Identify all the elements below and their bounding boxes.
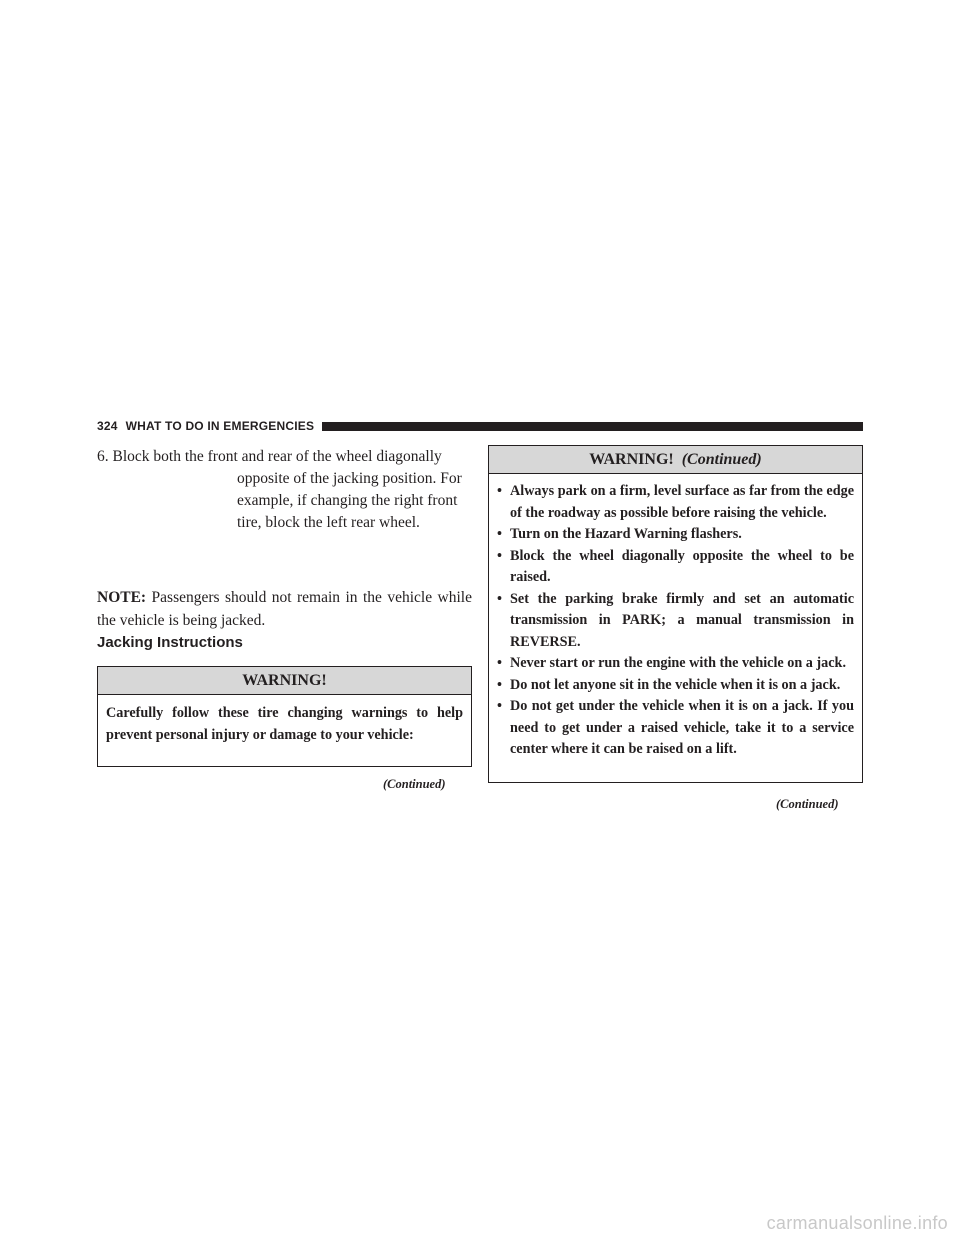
- warning-title-suffix: (Continued): [681, 451, 762, 468]
- warning-title-text: WARNING!: [589, 451, 674, 468]
- list-item: • Block the wheel diagonally opposite the wheel to be raised.: [497, 547, 854, 585]
- step-6-line-4: tire, block the left rear wheel.: [237, 514, 420, 531]
- warning-box-left: [97, 666, 472, 767]
- warning-body: Carefully follow these tire changing warnings to help prevent personal injury or damage to your vehicle:: [106, 705, 463, 743]
- page-header: [97, 418, 863, 434]
- bullet-icon: •: [497, 590, 502, 607]
- step-6: [97, 446, 472, 534]
- bullet-icon: •: [497, 698, 502, 714]
- step-6-line-1: 6. Block both the front and rear of the wheel diagonally: [97, 448, 442, 465]
- bullet-icon: •: [497, 526, 502, 542]
- list-item: • Do not get under the vehicle when it is on a jack. If you need to get under a raised vehicle, take it to a service center where it can be raised on a lift.: [497, 698, 854, 757]
- continued-label-right: (Continued): [776, 797, 839, 811]
- watermark: carmanualsonline.info: [766, 1213, 948, 1233]
- step-6-line-3: example, if changing the right front: [237, 492, 458, 509]
- page-number: 324: [97, 419, 118, 433]
- list-item: • Set the parking brake firmly and set an automatic transmission in PARK; a manual transmission in REVERSE.: [497, 590, 854, 650]
- header-rule: [322, 422, 863, 431]
- bullet-icon: •: [497, 483, 502, 499]
- bullet-icon: •: [497, 676, 502, 693]
- list-item: • Turn on the Hazard Warning flashers.: [497, 524, 854, 546]
- subheading-jacking-instructions: Jacking Instructions: [97, 634, 243, 651]
- note-paragraph: [97, 586, 472, 632]
- section-title: WHAT TO DO IN EMERGENCIES: [125, 419, 315, 433]
- warning-box-right: [488, 445, 863, 783]
- warning-title-continued: [489, 446, 862, 474]
- list-item: • Always park on a firm, level surface as far from the edge of the roadway as possible before raising the vehicle.: [497, 483, 854, 521]
- warning-title: WARNING!: [98, 667, 471, 695]
- note-label: NOTE:: [97, 589, 147, 606]
- warning-bullet-list: [497, 481, 854, 761]
- step-6-line-2: opposite of the jacking position. For: [237, 470, 462, 487]
- warning-list-body: [489, 474, 862, 771]
- note-text: Passengers should not remain in the vehicle while the vehicle is being jacked.: [97, 589, 472, 629]
- bullet-icon: •: [497, 655, 502, 671]
- bullet-icon: •: [497, 547, 502, 564]
- continued-label-left: (Continued): [383, 777, 446, 791]
- list-item: • Do not let anyone sit in the vehicle when it is on a jack.: [497, 675, 854, 697]
- list-item: • Never start or run the engine with the vehicle on a jack.: [497, 653, 854, 675]
